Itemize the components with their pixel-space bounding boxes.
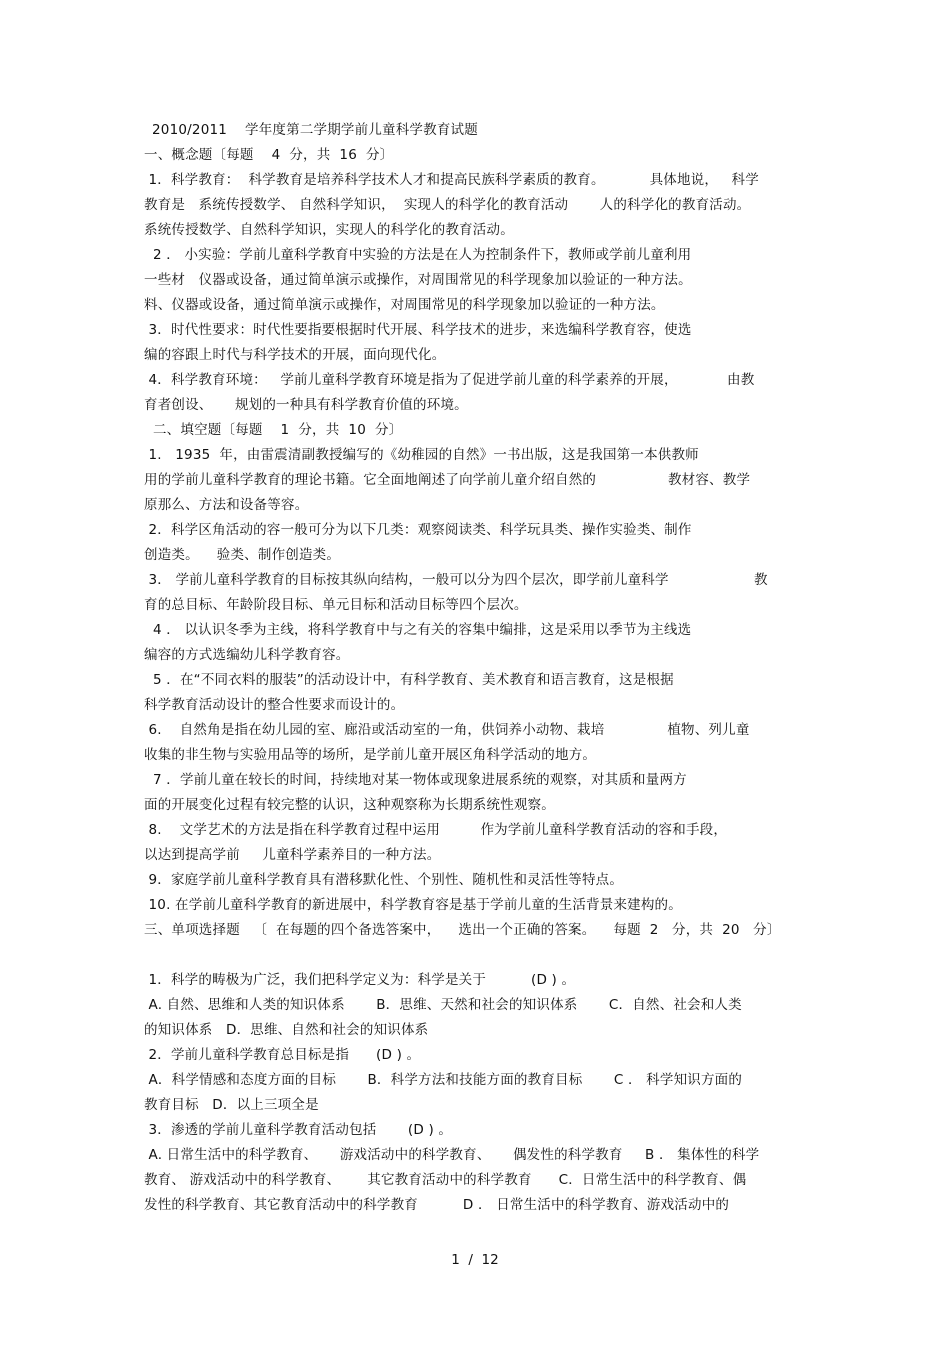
document-line: A. 日常生活中的科学教育、 游戏活动中的科学教育、 偶发性的科学教育 B ． 集体性的科学 <box>144 1147 760 1163</box>
document-line: 3． 学前儿童科学教育的目标按其纵向结构，一般可以分为四个层次，即学前儿童科学 教 <box>144 572 768 588</box>
document-line: 2 ． 小实验：学前儿童科学教育中实验的方法是在人为控制条件下，教师或学前儿童利用 <box>144 247 692 263</box>
document-line: 3．时代性要求：时代性要指要根据时代开展、科学技术的进步，来选编科学教育容，使选 <box>144 322 692 338</box>
document-line: 三、单项选择题 〔 在每题的四个备选答案中， 选出一个正确的答案。 每题 2 分，共 20 分〕 <box>144 922 781 938</box>
document-line: 创造类。 验类、制作创造类。 <box>144 547 341 563</box>
document-line: 的知识体系 D．思维、自然和社会的知识体系 <box>144 1022 429 1038</box>
document-line: 教育是 系统传授数学、 自然科学知识， 实现人的科学化的教育活动 人的科学化的教育活动。 <box>144 197 751 213</box>
document-line: 系统传授数学、自然科学知识，实现人的科学化的教育活动。 <box>144 222 514 238</box>
document-line: 2．科学区角活动的容一般可分为以下几类：观察阅读类、科学玩具类、操作实验类、制作 <box>144 522 692 538</box>
document-line: 育者创设、 规划的一种具有科学教育价值的环境。 <box>144 397 468 413</box>
document-line: 1．科学的畴极为广泛，我们把科学定义为：科学是关于 (D ) 。 <box>144 972 576 988</box>
document-line: 发性的科学教育、其它教育活动中的科学教育 D ． 日常生活中的科学教育、游戏活动中的 <box>144 1197 730 1213</box>
document-line: A．科学情感和态度方面的目标 B．科学方法和技能方面的教育目标 C ． 科学知识方面的 <box>144 1072 743 1088</box>
document-line: 科学教育活动设计的整合性要求而设计的。 <box>144 697 405 713</box>
document-line: 6. 自然角是指在幼儿园的室、廊沿或活动室的一角，供饲养小动物、栽培 植物、列儿童 <box>144 722 750 738</box>
document-line: 教育、 游戏活动中的科学教育、 其它教育活动中的科学教育 C．日常生活中的科学教育、偶 <box>144 1172 747 1188</box>
page-number: 1 / 12 <box>451 1252 499 1268</box>
document-line: 1. 1935 年，由雷震清副教授编写的《幼稚园的自然》一书出版，这是我国第一本供教师 <box>144 447 699 463</box>
document-line: 料、仪器或设备，通过简单演示或操作，对周围常见的科学现象加以验证的一种方法。 <box>144 297 665 313</box>
document-line: 育的总目标、年龄阶段目标、单元目标和活动目标等四个层次。 <box>144 597 528 613</box>
document-line: 原那么、方法和设备等容。 <box>144 497 309 513</box>
document-line: 4 ． 以认识冬季为主线，将科学教育中与之有关的容集中编排，这是采用以季节为主线选 <box>144 622 692 638</box>
document-line: 以达到提高学前 儿童科学素养目的一种方法。 <box>144 847 441 863</box>
document-title: 2010/2011 学年度第二学期学前儿童科学教育试题 <box>152 122 478 138</box>
document-line: 二、填空题〔每题 1 分，共 10 分〕 <box>144 422 403 438</box>
document-line: 4．科学教育环境： 学前儿童科学教育环境是指为了促进学前儿童的科学素养的开展， 由教 <box>144 372 755 388</box>
document-line: 用的学前儿童科学教育的理论书籍。它全面地阐述了向学前儿童介绍自然的 教材容、教学 <box>144 472 751 488</box>
document-line: 9．家庭学前儿童科学教育具有潜移默化性、个别性、随机性和灵活性等特点。 <box>144 872 624 888</box>
document-line: 编容的方式选编幼儿科学教育容。 <box>144 647 350 663</box>
document-line: 5 ．在“不同衣料的服装”的活动设计中，有科学教育、美术教育和语言教育，这是根据 <box>144 672 674 688</box>
document-line: 一些材 仪器或设备，通过简单演示或操作，对周围常见的科学现象加以验证的一种方法。 <box>144 272 692 288</box>
document-line: 一、概念题〔每题 4 分，共 16 分〕 <box>144 147 394 163</box>
document-line: 编的容跟上时代与科学技术的开展，面向现代化。 <box>144 347 446 363</box>
document-line: 教育目标 D．以上三项全是 <box>144 1097 319 1113</box>
document-line: 8. 文学艺术的方法是指在科学教育过程中运用 作为学前儿童科学教育活动的容和手段， <box>144 822 728 838</box>
document-line: 10. 在学前儿童科学教育的新进展中，科学教育容是基于学前儿童的生活背景来建构的。 <box>144 897 682 913</box>
document-line: 1．科学教育： 科学教育是培养科学技术人才和提高民族科学素质的教育。 具体地说， 科学 <box>144 172 759 188</box>
document-line: 2．学前儿童科学教育总目标是指 (D ) 。 <box>144 1047 421 1063</box>
document-line: 7 ．学前儿童在较长的时间，持续地对某一物体或现象进展系统的观察，对其质和量两方 <box>144 772 687 788</box>
document-line: 收集的非生物与实验用品等的场所，是学前儿童开展区角科学活动的地方。 <box>144 747 597 763</box>
document-line: 3．渗透的学前儿童科学教育活动包括 (D ) 。 <box>144 1122 453 1138</box>
document-line: 面的开展变化过程有较完整的认识，这种观察称为长期系统性观察。 <box>144 797 555 813</box>
document-line: A. 自然、思维和人类的知识体系 B．思维、天然和社会的知识体系 C．自然、社会和人类 <box>144 997 742 1013</box>
